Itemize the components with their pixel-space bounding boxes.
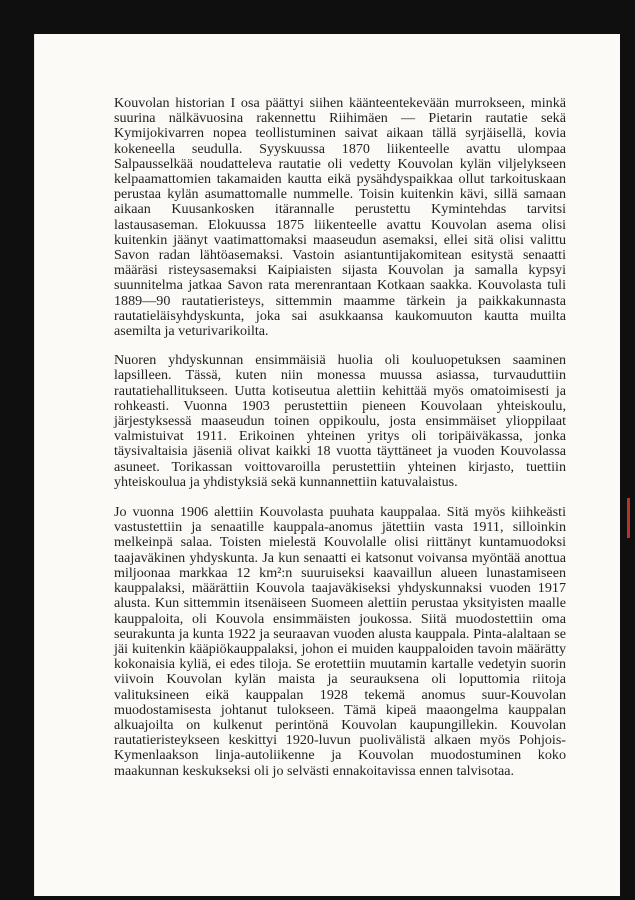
body-text [114,96,566,779]
paragraph-railway-history: Kouvolan historian I osa päättyi siihen käänteentekevään murrokseen, minkä suurina nälkävuosina rakennettu Riihimäen — Pietarin rautatie sekä Kymijokivarren nopea teollistuminen saivat aikaan tällä syrjäisellä, kovia kokeneella seudulla. Syyskuussa 1870 liikenteelle avattu ulompaa Salpausselkää noudatteleva rautatie oli vedetty Kouvolan kylän viljelykseen kelpaamattomien takamaiden kautta eikä pysähdyspaikkaa ollut tarkoituskaan perustaa kylän asumattomalle nummelle. Toisin kuitenkin kävi, sillä samaan aikaan Kuusankosken itärannalle perustettu Kymintehdas tarvitsi lastausaseman. Elokuussa 1875 liikenteelle avattu Kouvolan asema olisi kuitenkin jäänyt vaatimattomaksi maaseudun asemaksi, ellei sitä olisi valittu Savon radan lähtöasemaksi. Vastoin asiantuntijakomitean esitystä senaatti määräsi risteysasemaksi Kaipiaisten sijasta Kouvolan ja samalla kypsyi suunnitelma jatkaa Savon rata merenrantaan Kotkaan saakka. Kouvolasta tuli 1889—90 rautatieristeys, sittemmin maamme tärkein ja paikkakunnasta rautatieläisyhdyskunta, joka sai asukkaansa kaukomuuton kautta muilta asemilta ja veturivarikoilta. [114,95,566,340]
dust-jacket-flap-page [34,34,620,896]
paragraph-market-town: Jo vuonna 1906 alettiin Kouvolasta puuhata kauppalaa. Sitä myös kiihkeästi vastustettiin ja senaatille kauppala-anomus jätettiin vasta 1911, silloinkin melkeinpä salaa. Toisten mielestä Kouvolalle olisi riittänyt kuntamuodoksi taajaväkinen yhdyskunta. Ja kun senaatti ei katsonut voivansa myöntää anottua miljoonaa markkaa 12 km²:n suuruiseksi kaavaillun alueen lunastamiseen kauppalaksi, määrättiin Kouvola taajaväkiseksi yhdyskunnaksi vuoden 1917 alusta. Kun sittemmin itsenäiseen Suomeen alettiin perustaa yksityisten maalle kauppaloita, oli Kouvola ensimmäisten joukossa. Siitä muodostettiin oma seurakunta ja kunta 1922 ja seuraavan vuoden alusta kauppala. Pinta-alaltaan se jäi kuitenkin kääpiökauppalaksi, johon ei muiden kauppaloiden tavoin määrätty kokonaisia kyliä, ei edes tiloja. Se erotettiin muutamin kartalle vedetyin suorin viivoin Kouvolan kylän maista ja seurauksena oli loputtomia riitoja valituksineen eikä kauppalan 1928 tekemä anomus suur-Kouvolan muodostamisesta johtanut tulokseen. Tämä kipeä maaongelma kauppalan alkuajoilta on kulkenut perintönä Kouvolan kaupungillekin. Kouvolan rautatieristeykseen keskittyi 1920-luvun puolivälistä alkaen myös Pohjois-Kymenlaakson linja-autoliikenne ja Kouvolan muodostuminen koko maakunnan keskukseksi oli jo selvästi ennakoitavissa ennen talvisotaa. [114,504,566,779]
cover-red-accent [627,498,630,538]
paragraph-schools-community: Nuoren yhdyskunnan ensimmäisiä huolia oli kouluopetuksen saaminen lapsilleen. Tässä, kuten niin monessa muussa asiassa, turvauduttiin rautatiehallitukseen. Uutta kotiseutua alettiin kehittää myös omatoimisesti ja rohkeasti. Vuonna 1903 perustettiin pieneen Kouvolaan yhteiskoulu, järjestyksessä maaseudun toinen oppikoulu, josta ensimmäiset ylioppilaat valmistuivat 1911. Erikoinen yhteinen yritys oli toripäiväkassa, jonka täysivaltaisia jäseniä olivat kaikki 18 vuotta täyttäneet ja vuoden Kouvolassa asuneet. Torikassan voittovaroilla perustettiin yhteinen kirjasto, tuettiin yhteiskoulua ja yhdistyksiä sekä kunnannettiin katuvalaistus. [114,352,566,490]
